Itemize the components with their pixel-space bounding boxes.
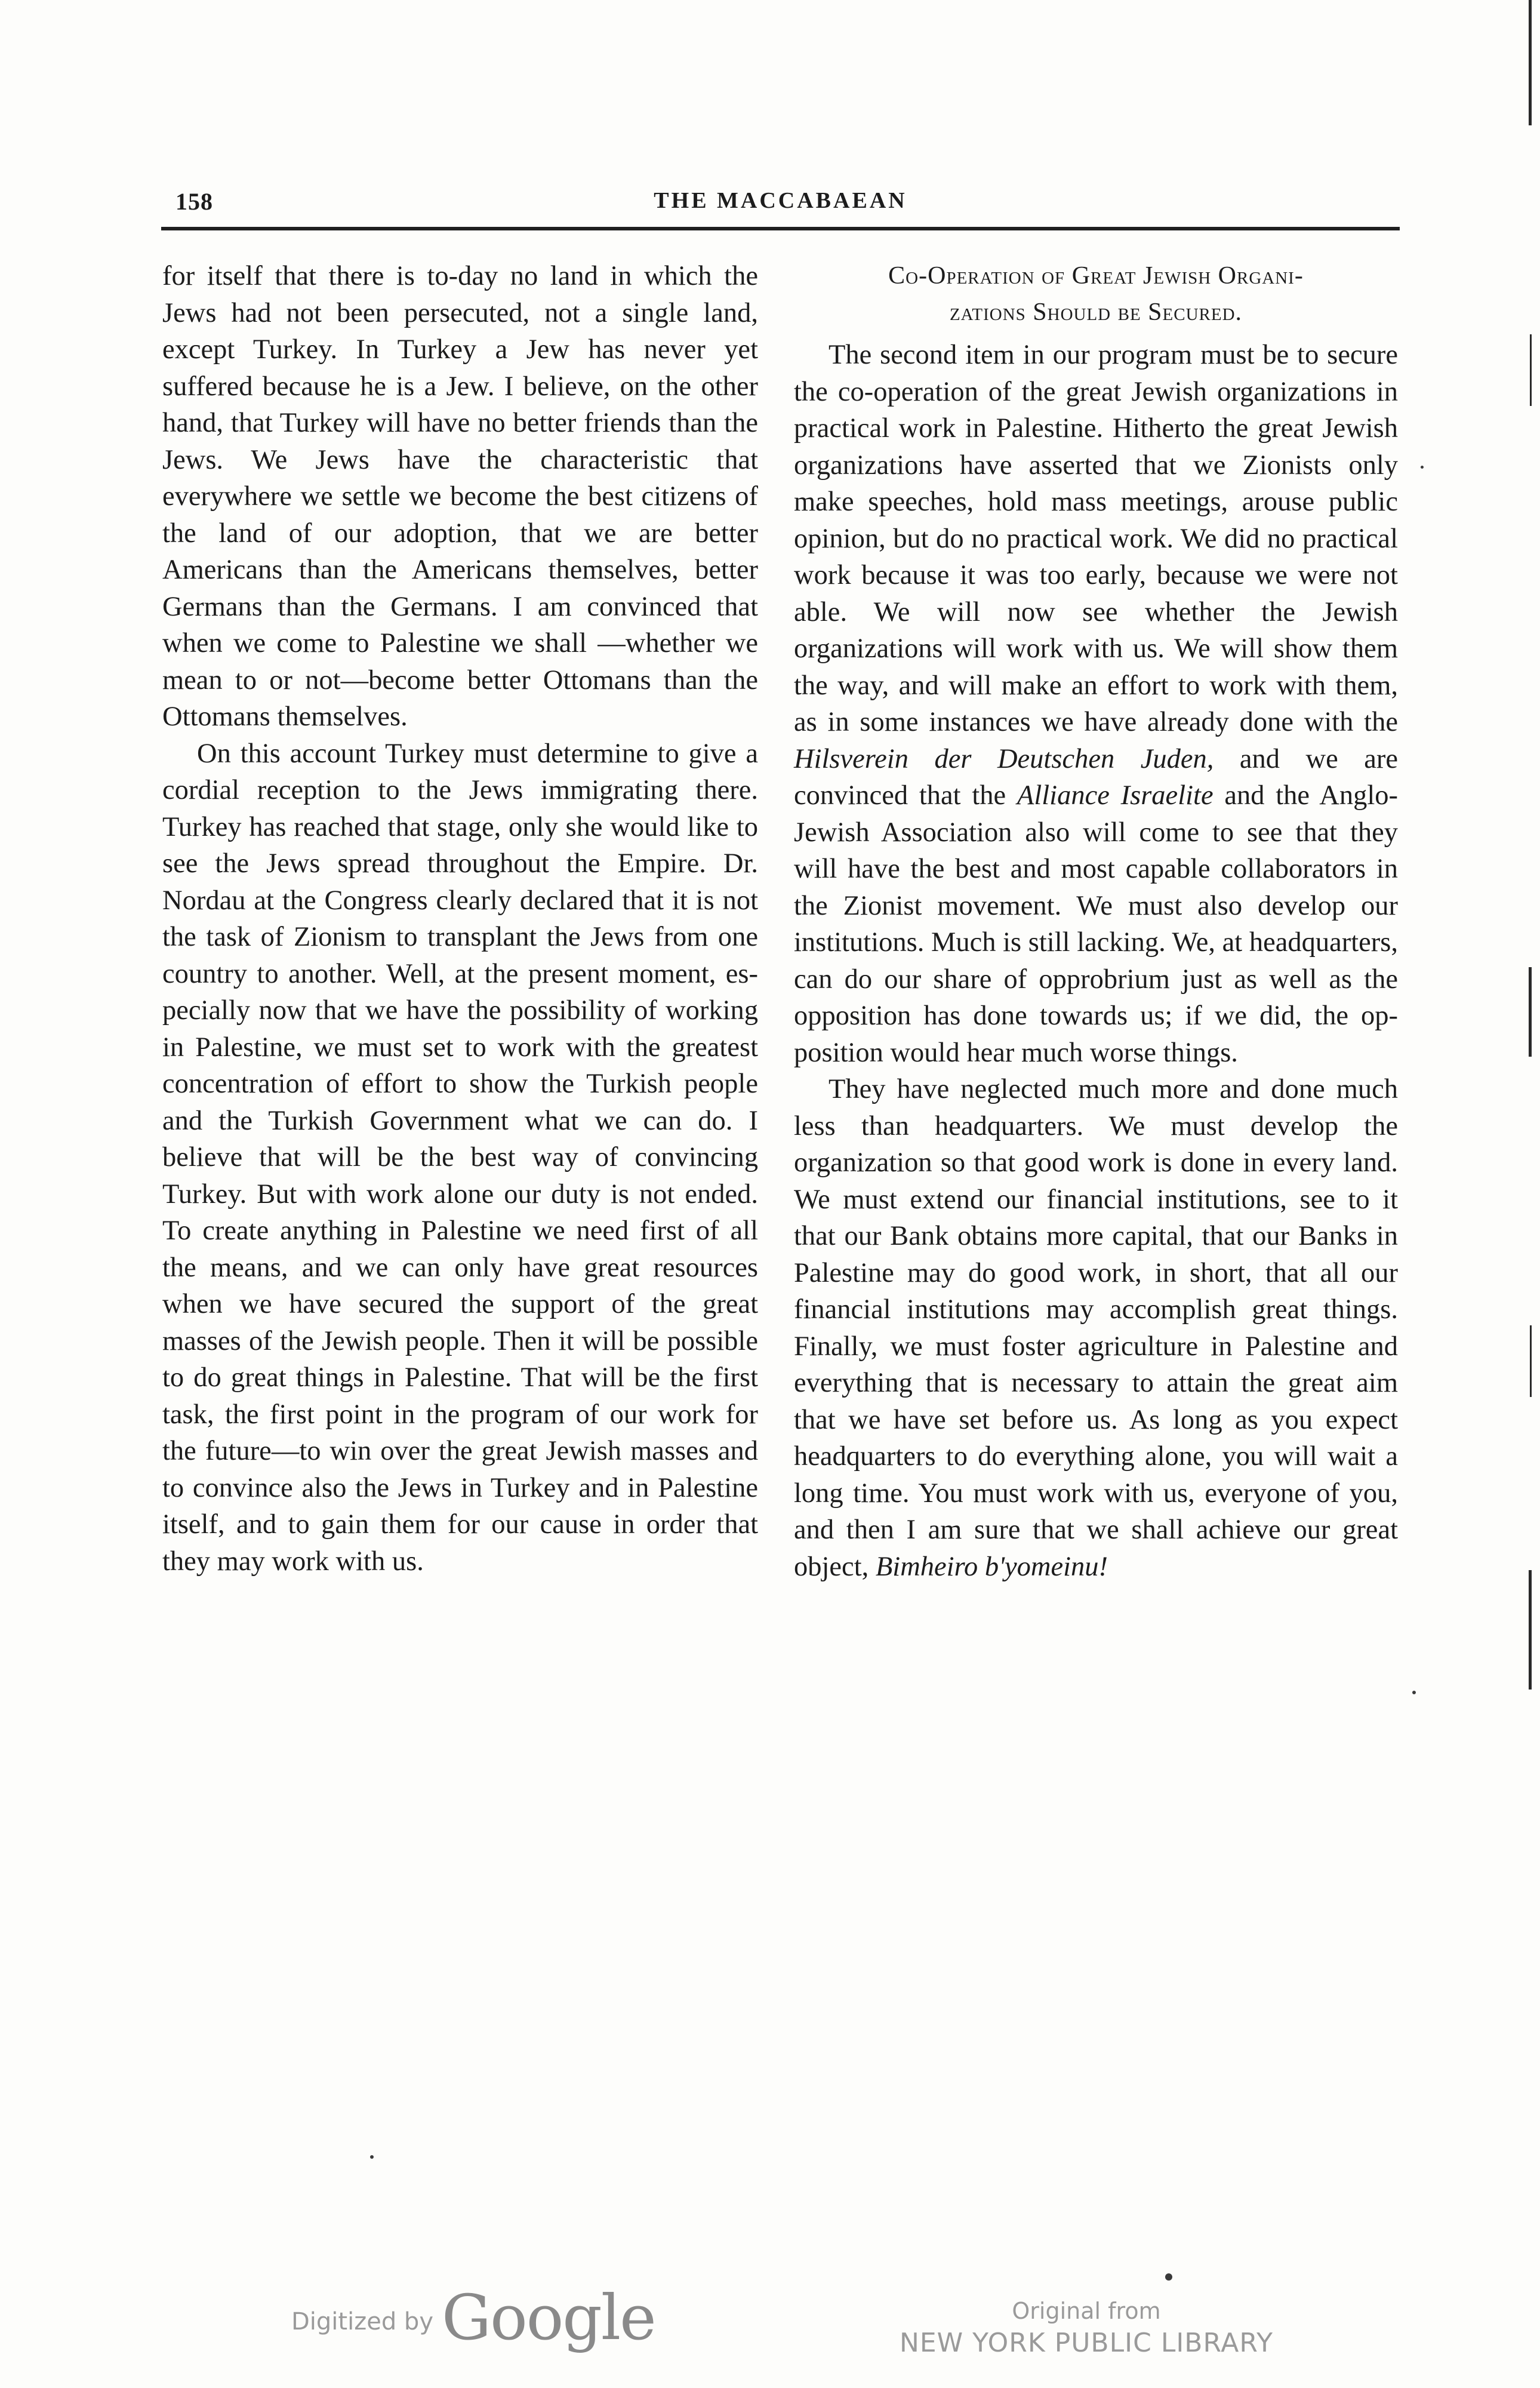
scan-speck bbox=[1165, 2273, 1172, 2281]
text-run: ists only make speeches, hold mass meet bbox=[794, 450, 1398, 517]
text-run: mans than the Germans. I am convinced that when we come to Palestine we shall —whether we mean to or not—become better Ottomans than the Ottomans them bbox=[162, 591, 758, 732]
page-header bbox=[161, 179, 1400, 230]
library-name-text: NEW YORK PUBLIC LIBRARY bbox=[899, 2328, 1274, 2358]
text-run: ganizations have asserted that we Zion bbox=[816, 450, 1295, 481]
google-logo: Google bbox=[442, 2281, 655, 2354]
text-run: for itself that there is to-day no land in which the Jews had not been persecuted, not a single land, except Turkey. In Tur bbox=[162, 261, 758, 365]
left-column bbox=[162, 258, 758, 1580]
original-from-text: Original from bbox=[1012, 2298, 1161, 2324]
scan-edge-mark bbox=[1530, 1325, 1532, 1397]
digitized-by-text: Digitized by bbox=[291, 2308, 433, 2335]
text-run: tical work. We did no practical work be bbox=[794, 523, 1398, 590]
section-heading-line: zations Should be Secured. bbox=[949, 298, 1243, 326]
text-run: key a Jew has never yet suffered because he is a Jew. I believe, on the other hand, that Turkey will have no better friends than the Jews. We Jews have the char bbox=[162, 334, 758, 475]
section-heading-line: Co-Operation of Great Jewish Organi- bbox=[888, 262, 1304, 290]
paragraph bbox=[794, 1071, 1398, 1585]
text-run: and we are convinced that the bbox=[794, 743, 1398, 811]
right-column bbox=[794, 258, 1398, 1585]
text-run: On this account Turkey must determine to give a cordial reception to the Jews immigrating there. Turkey has reached that stage, only she would like to see the Jews spread throughout the Empire. Dr. Nordau at the Congress clearly declared that it is not the task of Zionism to trans bbox=[162, 738, 758, 952]
paragraph bbox=[162, 258, 758, 736]
text-run: vincing Turkey. But with work alone our duty is not ended. To create anything in Palestine we need first of all the means, and we can only have great resources when we have secured the support of the great masses of the Jewish people. Then it will be possible to do great things in Palestine. That will be the first task, the first point in the program of our work for the future—to win over the great Jewish masses and to convince also the Jews in Turkey and in Palestine itself, and to gain them for our cause in order that they may work with us. bbox=[162, 1142, 758, 1577]
scan-edge-mark bbox=[1529, 1570, 1532, 1690]
digitized-by-watermark bbox=[291, 2282, 655, 2353]
text-run: ings, arouse public opinion, but do no prac bbox=[794, 487, 1398, 554]
text-run: other. Well, at the present moment, es bbox=[314, 958, 749, 989]
page-number: 158 bbox=[175, 188, 213, 215]
text-run: pecially now that we have the possibility of working in Palestine, we must set to work with the greatest concentration of effort to show the Turkish people and the Turkish Government what we can do. I believe that will be the best way of con bbox=[162, 995, 758, 1173]
text-run: cause it was too early, because we were not able. We will now see whether the Jewish organizations will work with us. We will show them the way, and will make an effort to work with them, as in some instances we have already done with the bbox=[794, 560, 1398, 737]
running-head: THE MACCABAEAN bbox=[654, 188, 907, 213]
scan-speck bbox=[1412, 1691, 1416, 1694]
text-run: acteristic that everywhere we settle we become the best citizens of the land of our adoption, that we are better Americans than the Americans themselves, better Ger bbox=[162, 444, 758, 622]
paragraph bbox=[162, 736, 758, 1580]
text-run: plant the Jews from one country to an bbox=[162, 922, 758, 989]
scan-edge-mark bbox=[1530, 334, 1532, 406]
text-run: selves. bbox=[332, 701, 408, 732]
italic-run: Alliance Israelite bbox=[1017, 780, 1213, 811]
text-run: The second item in our program must be to secure the co-operation of the great Jewish organizations in practical work in Palestine. Hitherto the great Jewish or bbox=[794, 340, 1398, 481]
text-run bbox=[1388, 1001, 1398, 1031]
text-run bbox=[749, 958, 758, 989]
paragraph bbox=[794, 337, 1398, 1071]
scan-edge-mark bbox=[1529, 967, 1532, 1057]
italic-run: Bimheiro b'yomeinu! bbox=[875, 1551, 1108, 1582]
scan-speck bbox=[370, 2155, 374, 2159]
library-watermark bbox=[883, 2296, 1289, 2361]
text-run: They have neglected much more and done much less than headquarters. We must develop the organization so that good work is done in every land. We must extend our financial institutions, see to it that our Bank obtains more capital, that our Banks in Palestine may do good work, in short, that all our financial institutions may accomplish great things. Finally, we must foster agriculture in Palestine and everything that is necessary to attain the great aim that we have set before us. As long as you expect headquarters to do everything alone, you will wait a long time. You must work with us, everyone of you, and then I am sure that we shall achieve our great object, bbox=[794, 1074, 1398, 1582]
text-run: and the Anglo-Jewish Association also will come to see that they will have the best and most capable collaborators in the Zionist movement. We must also develop our institutions. Much is still lacking. We, at headquarters, can do our share of opprobrium just as well as the opposition has done towards us; if we did, the op bbox=[794, 780, 1399, 1031]
scan-edge-mark bbox=[1529, 0, 1532, 125]
italic-run: Hilsverein der Deutschen Juden, bbox=[794, 743, 1214, 774]
text-run: position would hear much worse things. bbox=[794, 1037, 1238, 1068]
section-heading bbox=[794, 258, 1398, 331]
scan-speck bbox=[1421, 466, 1424, 469]
